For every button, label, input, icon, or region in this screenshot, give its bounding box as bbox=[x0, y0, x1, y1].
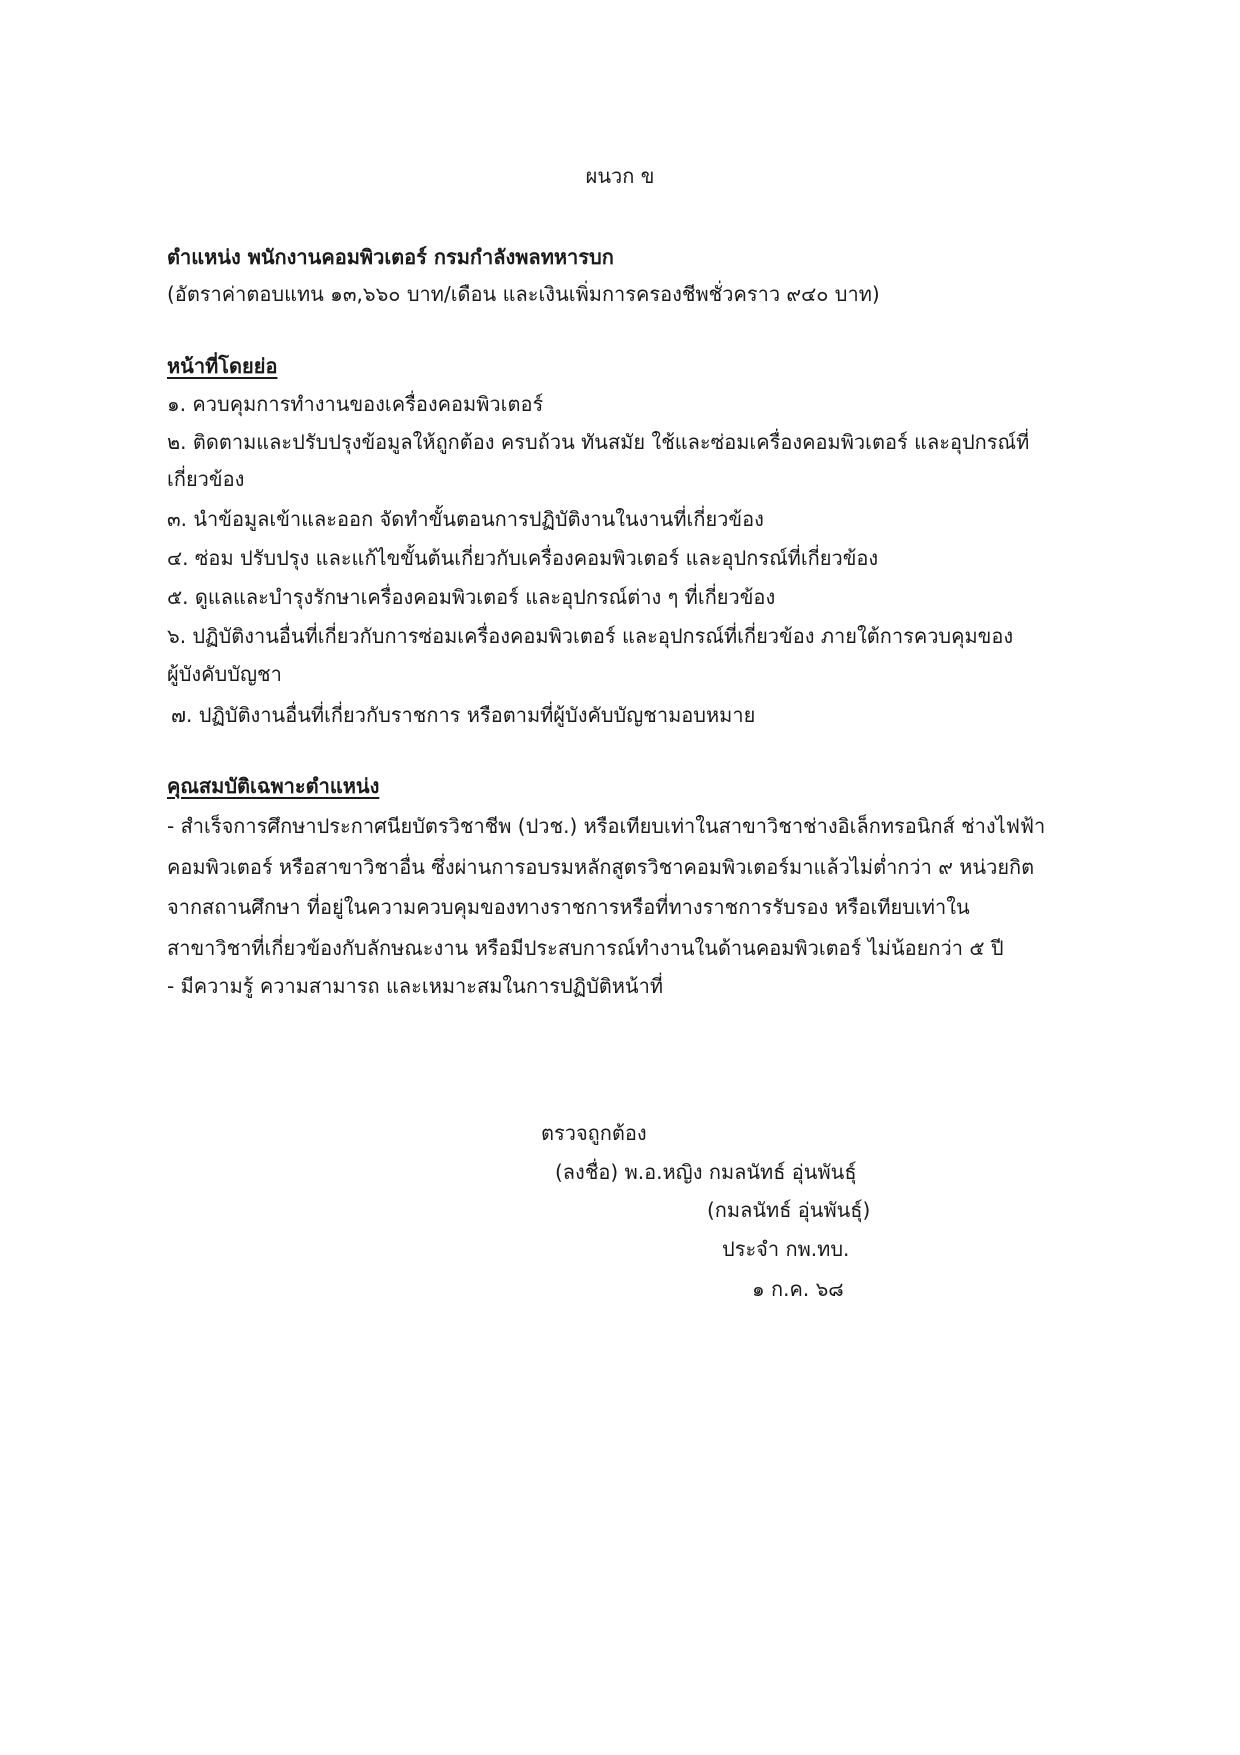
duty-item-3: ๓. นำข้อมูลเข้าและออก จัดทำขั้นตอนการปฏิบัติงานในงานที่เกี่ยวข้อง bbox=[167, 507, 764, 531]
qualifications-heading: คุณสมบัติเฉพาะตำแหน่ง bbox=[167, 774, 380, 798]
signature-position: ประจำ กพ.ทบ. bbox=[722, 1237, 850, 1261]
duty-item-7: ๗. ปฏิบัติงานอื่นที่เกี่ยวกับราชการ หรือตามที่ผู้บังคับบัญชามอบหมาย bbox=[171, 703, 756, 727]
position-title: ตำแหน่ง พนักงานคอมพิวเตอร์ กรมกำลังพลทหารบก bbox=[167, 245, 614, 269]
qualification-line-2: คอมพิวเตอร์ หรือสาขาวิชาอื่น ซึ่งผ่านการอบรมหลักสูตรวิชาคอมพิวเตอร์มาแล้วไม่ต่ำกว่า ๙ หน่วยกิต bbox=[167, 855, 1035, 879]
duty-item-4: ๔. ซ่อม ปรับปรุง และแก้ไขขั้นต้นเกี่ยวกับเครื่องคอมพิวเตอร์ และอุปกรณ์ที่เกี่ยวข้อง bbox=[167, 546, 879, 570]
annex-title: ผนวก ข bbox=[585, 164, 655, 188]
qualification-line-3: จากสถานศึกษา ที่อยู่ในความควบคุมของทางราชการหรือที่ทางราชการรับรอง หรือเทียบเท่าใน bbox=[167, 895, 970, 919]
qualification-line-5: - มีความรู้ ความสามารถ และเหมาะสมในการปฏิบัติหน้าที่ bbox=[167, 974, 664, 998]
signature-name: (กมลนัทธ์ อุ่นพันธุ์) bbox=[707, 1198, 871, 1222]
duty-item-6-cont: ผู้บังคับบัญชา bbox=[167, 662, 282, 686]
qualification-line-4: สาขาวิชาที่เกี่ยวข้องกับลักษณะงาน หรือมีประสบการณ์ทำงานในด้านคอมพิวเตอร์ ไม่น้อยกว่า ๕ ปี bbox=[167, 936, 1004, 960]
duties-heading: หน้าที่โดยย่อ bbox=[167, 354, 278, 378]
qualification-line-1: - สำเร็จการศึกษาประกาศนียบัตรวิชาชีพ (ปวช.) หรือเทียบเท่าในสาขาวิชาช่างอิเล็กทรอนิกส์ ช่างไฟฟ้า bbox=[167, 814, 1046, 838]
salary-line: (อัตราค่าตอบแทน ๑๓,๖๖๐ บาท/เดือน และเงินเพิ่มการครองชีพชั่วคราว ๙๔๐ บาท) bbox=[167, 282, 880, 306]
signature-verified: ตรวจถูกต้อง bbox=[541, 1121, 647, 1145]
signature-signed: (ลงชื่อ) พ.อ.หญิง กมลนัทธ์ อุ่นพันธุ์ bbox=[555, 1160, 857, 1184]
duty-item-5: ๕. ดูแลและบำรุงรักษาเครื่องคอมพิวเตอร์ และอุปกรณ์ต่าง ๆ ที่เกี่ยวข้อง bbox=[167, 585, 776, 609]
duty-item-6: ๖. ปฏิบัติงานอื่นที่เกี่ยวกับการซ่อมเครื่องคอมพิวเตอร์ และอุปกรณ์ที่เกี่ยวข้อง ภายใต้การควบคุมของ bbox=[167, 624, 1014, 648]
duty-item-2: ๒. ติดตามและปรับปรุงข้อมูลให้ถูกต้อง ครบถ้วน ทันสมัย ใช้และซ่อมเครื่องคอมพิวเตอร์ และอุปกรณ์ที่ bbox=[167, 430, 1030, 454]
duty-item-1: ๑. ควบคุมการทำงานของเครื่องคอมพิวเตอร์ bbox=[167, 392, 544, 416]
duty-item-2-cont: เกี่ยวข้อง bbox=[167, 467, 245, 491]
signature-date: ๑ ก.ค. ๖๘ bbox=[752, 1277, 844, 1301]
